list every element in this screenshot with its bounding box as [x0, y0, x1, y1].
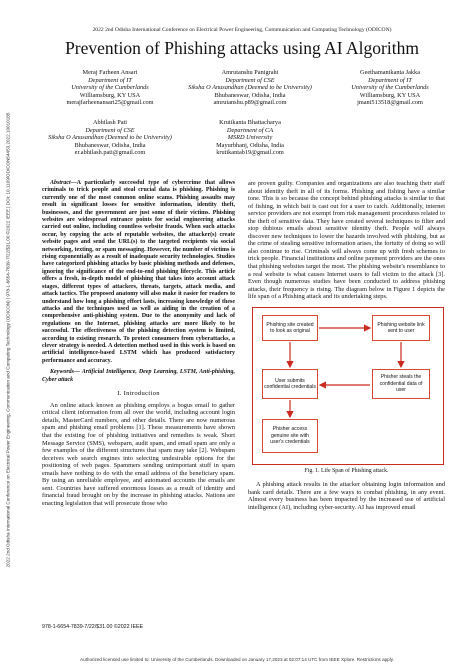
author-dept: Department of CA: [226, 126, 274, 134]
section-heading: I. Introduction: [117, 390, 160, 398]
flow-box-phisher-steals: Phisher steals the confidential data of user: [372, 369, 430, 399]
paper-title: Prevention of Phishing attacks using AI Algorithm: [65, 38, 419, 58]
intro-paragraph: An online attack known as phishing employs a bogus email to gather critical client information from all over the world, including account login details, MasterCard numbers, and other details. There are now numerous spam and phishing email problems [1]. These measurements have shown that the existing foe of phishing initiatives and remedies is weak. Short Message Service (SMS), websparn, audit spam, and email spam are only a few examples of the different structures that spam may take [2]. Webspam deceives web search engines into selecting undesirable options for the positioning of web pages. Spammers sending unimportant stuff in spam emails have nothing to do with the email address of the beneficiary spam. By using an unreliable employee, and automated accounts the emails are sent. Countries have suffered enormous losses as a result of identity and financial fraud brought on by the increase in phishing attacks. Nations are enacting legislation that will prosecute those who: [42, 401, 235, 507]
flow-box-phisher-access: Phisher access genuine site with user's credentials: [262, 419, 318, 453]
author-4: [40, 119, 180, 157]
author-name: Geethamanikanta Jakka: [360, 69, 420, 76]
author-5: [180, 119, 320, 157]
copyright-footer: 978-1-6654-7839-7/22/$31.00 ©2022 IEEE: [42, 624, 144, 630]
flow-box-user-submits: User submits confidential credentials: [262, 369, 318, 399]
author-dept: Department of IT: [88, 76, 132, 84]
author-city: Bhubaneswar, Odisha, India: [214, 91, 286, 99]
author-city: Williamsburg, KY USA: [359, 91, 421, 99]
right-column: [248, 180, 445, 511]
body-paragraph: are proven guilty. Companies and organizations are also teaching their staff about identity theft in all of its forms. Phishing and fishing have a similar tone. This is so because the concept behind phishing attacks is similar to that of fishing, in which bait is cast out for a user to catch. Additionally, internet service providers are not exempt from risk management procedures related to the theft of sensitive data. They have created several techniques to filter and stop dubious emails about sensitive identity theft. People will always discover new techniques to lower the hazards involved with phishing, but as the crime of stealing sensitive information arises, the fortuity of doing so will also continue to rise. Criminals will always come up with fresh schemes to trick people. Financial institutions and online payment providers are the ones that phishing websites target the most. The phishing website's resemblance to a real website is what causes Internet users to fall victim to the attack [3]. Even though numerous studies have been conducted to address phishing attacks, their frequency is rising. The diagram below in Figure 1 depicts the life span of a Phishing attack and its undertaking steps.: [248, 180, 445, 301]
author-email[interactable]: amrutanshu.p89@gmail.com: [213, 99, 287, 107]
figure-caption: Fig. 1. Life Span of Phishing attack.: [304, 467, 389, 474]
author-name: Krutikanta Bhattacharya: [219, 119, 281, 126]
author-city: Bhubaneswar, Odisha, India: [74, 141, 146, 149]
author-name: Amrutanshu Panigrahi: [221, 69, 279, 76]
author-org: University of the Cumberlands: [71, 84, 149, 92]
author-org: Siksha O Anusandhan (Deemed to be University): [188, 84, 312, 92]
author-3: [320, 69, 460, 107]
author-name: Abhilash Pati: [92, 119, 128, 126]
left-column: [42, 180, 235, 507]
author-dept: Department of CSE: [225, 76, 275, 84]
author-email[interactable]: merajfarheenansari25@gmail.com: [66, 99, 154, 107]
conference-header: 2022 2nd Odisha International Conference on Electrical Power Engineering, Communication and Computing Technology (ODICON): [92, 27, 392, 33]
author-org: Siksha O Anusandhan (Deemed to be University): [48, 134, 172, 142]
author-city: Williamsburg, KY USA: [79, 91, 141, 99]
author-dept: Department of IT: [368, 76, 412, 84]
author-org: MSRD University: [227, 134, 273, 142]
keywords: [42, 369, 235, 384]
body-paragraph: A phishing attack results in the attacker obtaining login information and bank card details. There are a few ways to combat phishing, in any event. Almost every business has been impacted by the increased use of artificial intelligence (AI), including cyber-security. AI has improved email: [248, 481, 445, 511]
author-1: [40, 69, 180, 107]
author-dept: Department of CSE: [85, 126, 135, 134]
author-2: [180, 69, 320, 107]
author-name: Meraj Farheen Ansari: [82, 69, 138, 76]
license-footer: Authorized licensed use limited to: University of the Cumberlands. Downloaded on January 17,2023 at 02:07:14 UTC from IEEE Xplore. Restrictions apply.: [80, 657, 394, 662]
flow-arrows: [248, 305, 445, 465]
keywords-text: Artificial Intelligence, Deep Learning, LSTM, Anti-phishing, Cyber attack: [42, 369, 235, 383]
doi-sidebar-text: 2022 2nd Odisha International Conference on Electrical Power Engineering, Communication and Computing Technology (ODICON) | 978-1-6654-7839-7/22/$31.00 ©2022 IEEE | DOI: 10.1109/ODICON54453.2022.10010185: [5, 112, 11, 568]
author-email[interactable]: krutikantab19@gmail.com: [216, 149, 284, 157]
author-city: Mayurbhanj, Odisha, India: [216, 141, 284, 149]
keywords-label: Keywords—: [50, 369, 80, 376]
author-email[interactable]: er.abhilash.pati@gmail.com: [74, 149, 146, 157]
figure-1: [248, 305, 445, 465]
flow-box-link-sent: Phishing website link sent to user: [372, 315, 430, 341]
abstract-text: A particularly successful type of cybercrime that allows criminals to trick people and steal crucial data is phishing. Phishing is currently one of the most common online scams. Phishing assaults may result in significant losses for sensitive information, identity theft, businesses, and the government are just some of their victims. Phishing websites are widespread entrance points for social engineering attacks carried out online, including countless website frauds. When such attacks occur, by copying the acts of reputable websites, the attacker(s) create website pages and send the URL(s) to the targeted recipients via social networking, texting, or spam messaging. However, the number of victims is rising exponentially as a result of inadequate security technologies. Studies have categorized phishing attacks by basic phishing methods and defenses, ignoring the significance of the end-to-end phishing lifecycle. This article offers a fresh, in-depth model of phishing that takes into account attack stages, different types of attackers, threats, targets, attack media, and attack tactics. The proposed anatomy will also make it easier for readers to understand how long a phishing effort lasts, increasing knowledge of these attacks and the techniques used as well as aiding in the creation of a comprehensive anti-phishing system. Due to the anonymity and lack of regulations on the Internet, phishing attacks are more likely to be successful. The effectiveness of the phishing detection system is limited, according to existing research. To protect consumers from cyberattacks, a clever strategy is needed. A detection method used in this work is based on artificial intelligence-based LSTM which has produced satisfactory performance and accuracy.: [42, 180, 235, 364]
abstract-label: Abstract—: [50, 180, 77, 186]
flow-box-site-created: Phishing site created to look as original: [262, 315, 318, 341]
doi-sidebar: [3, 40, 13, 640]
abstract: [42, 180, 235, 365]
author-email[interactable]: jmani513518@gmail.com: [357, 99, 423, 107]
author-org: University of the Cumberlands: [351, 84, 429, 92]
